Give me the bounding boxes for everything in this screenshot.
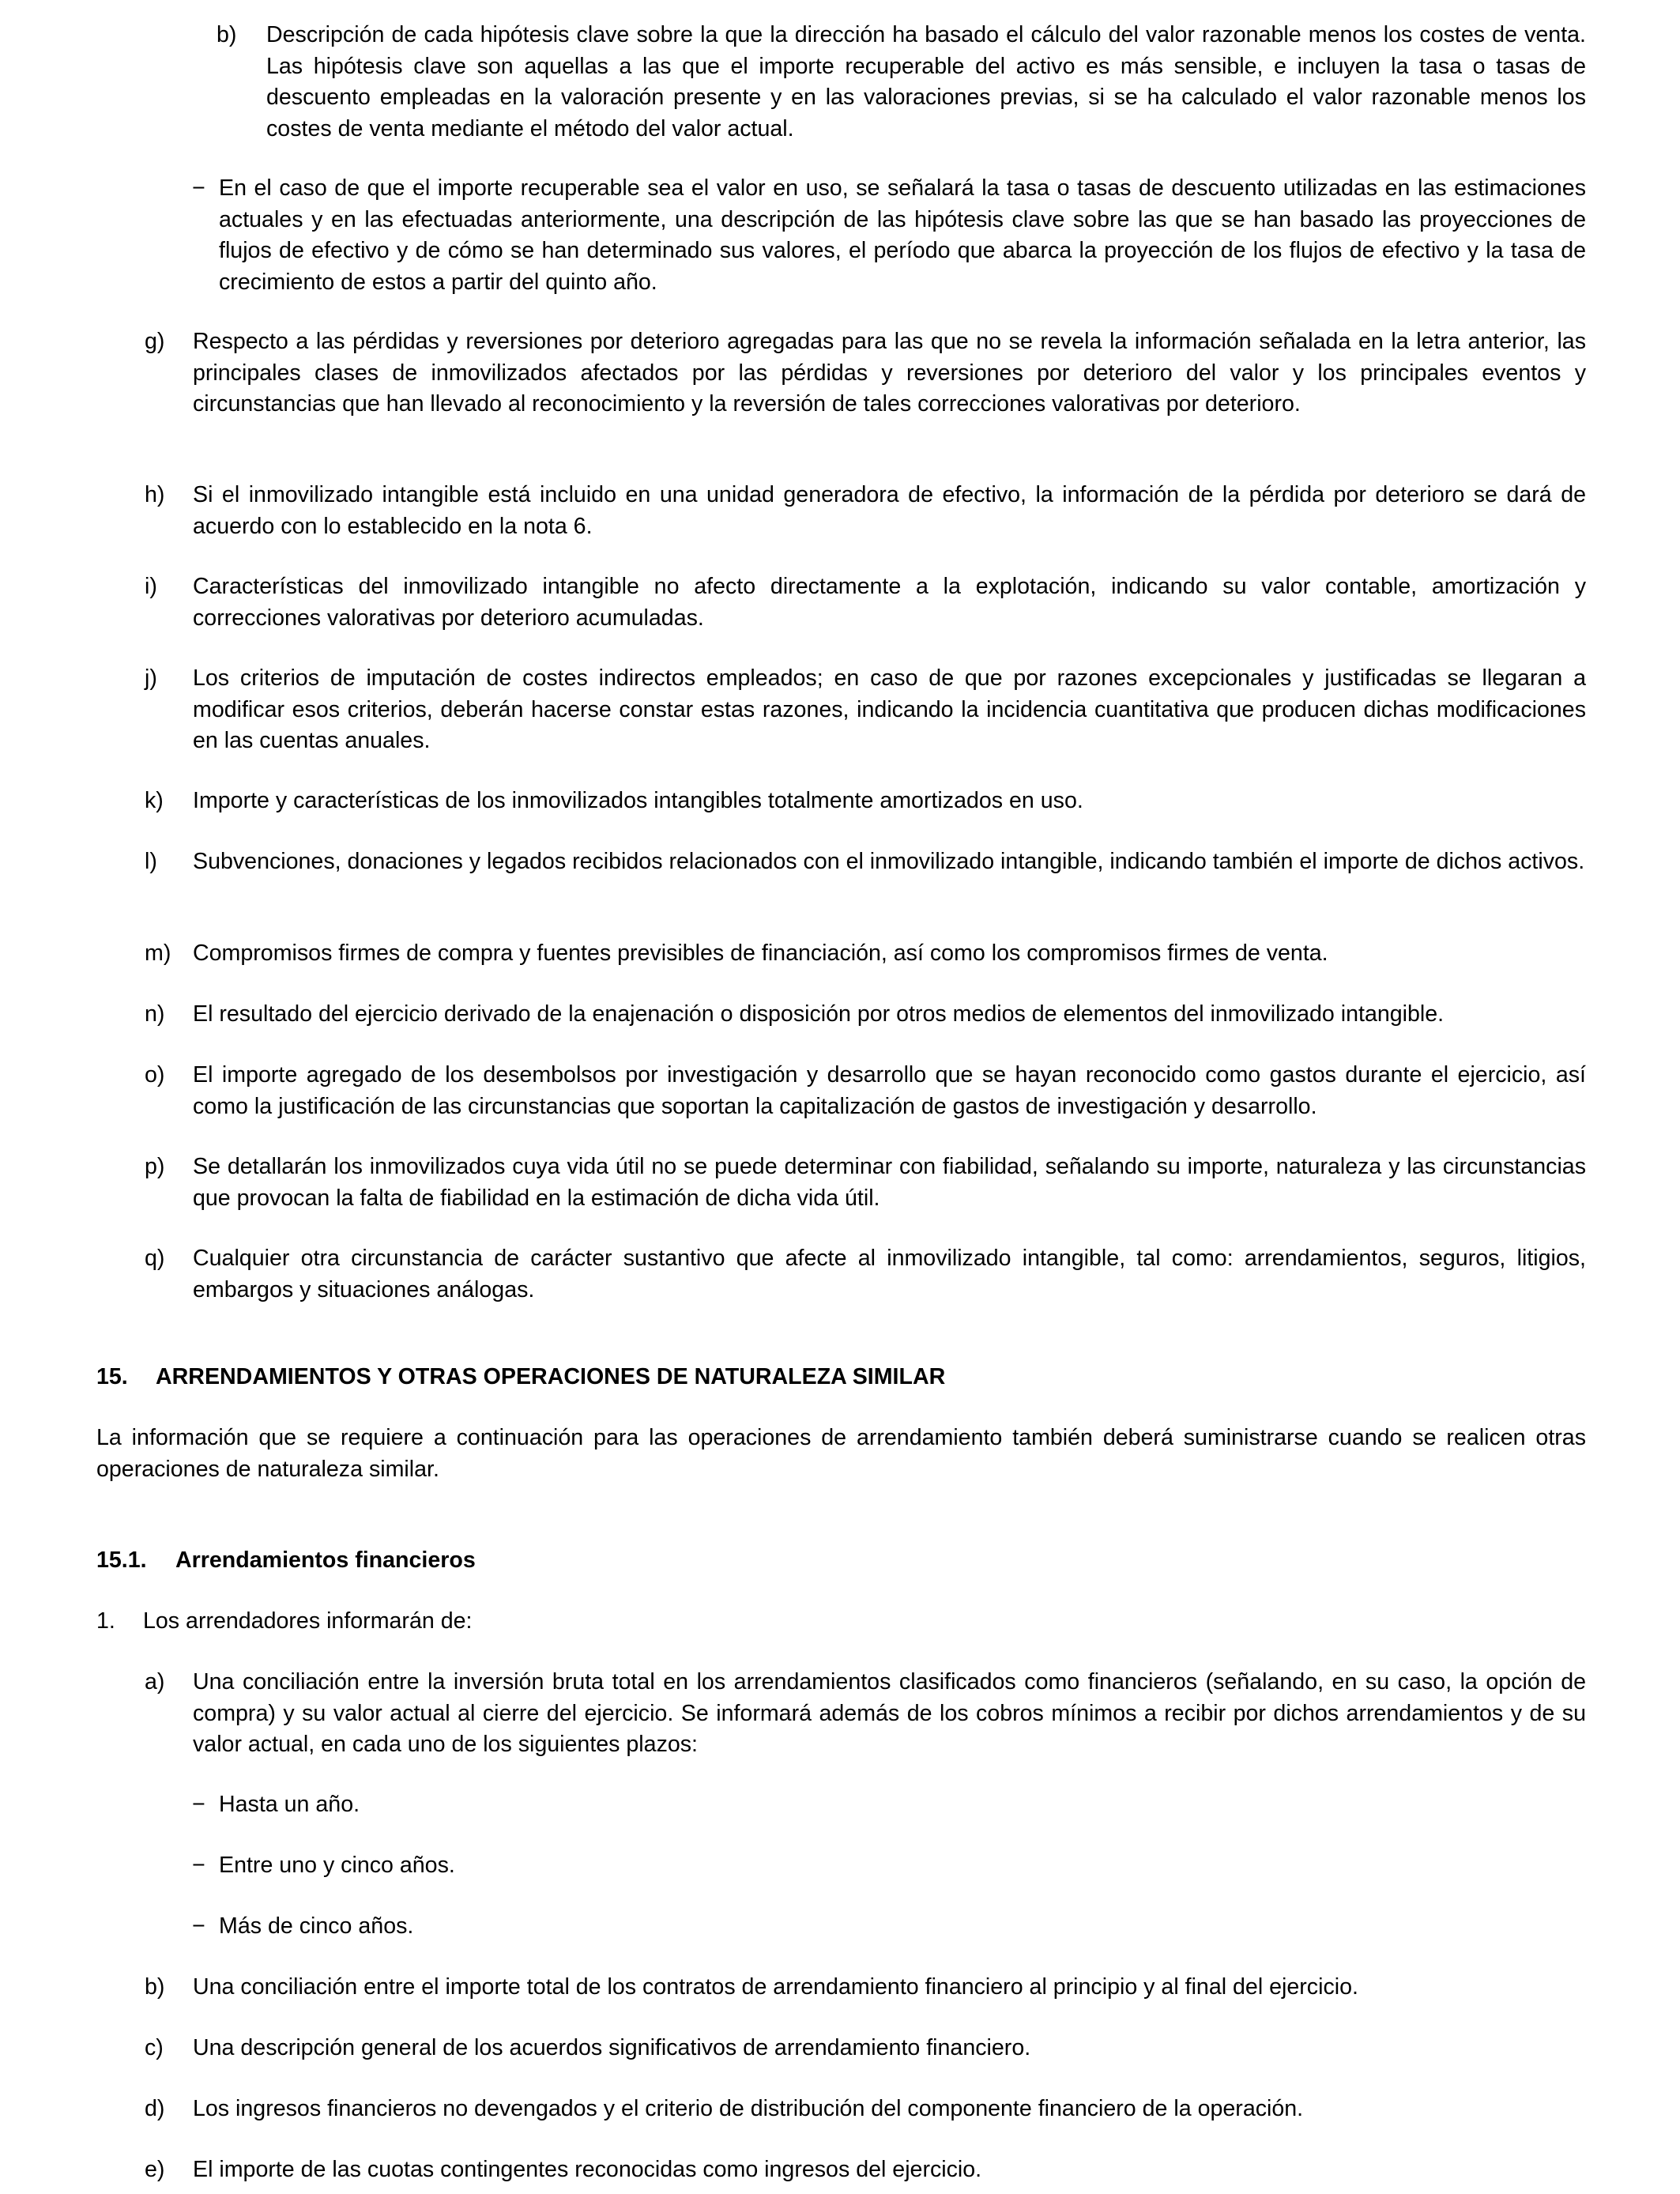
list-item-c [145,2033,1586,2064]
list-item-text: El importe agregado de los desembolsos por investigación y desarrollo que se hayan reconocido como gastos durante el ejercicio, así como la justificación de las circunstancias que soportan la capitalización de gastos de investigación y desarrollo. [193,1062,1586,1119]
list-marker: − [192,1853,205,1878]
list-item-text: Una descripción general de los acuerdos significativos de arrendamiento financiero. [193,2035,1031,2060]
list-marker: j) [145,665,157,691]
list-item-text: Entre uno y cinco años. [219,1853,455,1878]
list-item-text: Hasta un año. [219,1792,360,1817]
list-item-q [145,1243,1586,1306]
list-marker: − [192,1913,205,1939]
list-marker: 1. [96,1608,115,1634]
list-item-d [145,2094,1586,2125]
list-item-j [145,663,1586,757]
list-marker: i) [145,574,157,599]
subsection-number: 15.1. [96,1547,147,1573]
list-item-e [145,2154,1586,2186]
list-item-dash-entre-uno-y-cinco [192,1850,1586,1882]
list-item-text: Los ingresos financieros no devengados y el criterio de distribución del componente financiero de la operación. [193,2096,1304,2121]
list-item-text: Si el inmovilizado intangible está incluido en una unidad generadora de efectivo, la información de la pérdida por deterioro se dará de acuerdo con lo establecido en la nota 6. [193,482,1586,539]
list-marker: − [192,1792,205,1817]
list-item-text: Más de cinco años. [219,1913,414,1939]
list-item-b-conciliacion-contratos [145,1972,1586,2004]
list-item-text: Características del inmovilizado intangible no afecto directamente a la explotación, indicando su valor contable, amortización y correcciones valorativas por deterioro acumuladas. [193,574,1586,631]
list-item-dash-mas-de-cinco [192,1911,1586,1943]
list-item-text: Se detallarán los inmovilizados cuya vida útil no se puede determinar con fiabilidad, señalando su importe, naturaleza y las circunstancias que provocan la falta de fiabilidad en la estimación de dicha vida útil. [193,1154,1586,1211]
list-item-text: Una conciliación entre el importe total de los contratos de arrendamiento financiero al principio y al final del ejercicio. [193,1974,1358,2000]
list-item-text: Subvenciones, donaciones y legados recibidos relacionados con el inmovilizado intangible, indicando también el importe de dichos activos. [193,849,1585,874]
list-marker: b) [217,22,237,47]
list-item-k [145,786,1586,817]
list-item-dash-valor-en-uso [192,173,1586,298]
list-item-text: Una conciliación entre la inversión bruta total en los arrendamientos clasificados como financieros (señalando, en su caso, la opción de compra) y su valor actual al cierre del ejercicio. Se informará además de los cobros mínimos a recibir por dichos arrendamientos y de su valor actual, en cada uno de los siguientes plazos: [193,1669,1586,1757]
list-item-text: Respecto a las pérdidas y reversiones por deterioro agregadas para las que no se revela la información señalada en la letra anterior, las principales clases de inmovilizados afectados por las pérdidas y reversiones por deterioro del valor y los principales eventos y circunstancias que han llevado al reconocimiento y la reversión de tales correcciones valorativas por deterioro. [193,329,1586,417]
list-item-text: Los criterios de imputación de costes indirectos empleados; en caso de que por razones excepcionales y justificadas se llegaran a modificar esos criterios, deberán hacerse constar estas razones, indicando la incidencia cuantitativa que producen dichas modificaciones en las cuentas anuales. [193,665,1586,753]
section-intro-paragraph: La información que se requiere a continuación para las operaciones de arrendamiento también deberá suministrarse cuando se realicen otras operaciones de naturaleza similar. [96,1425,1586,1482]
list-item-n [145,999,1586,1031]
list-item-text: Compromisos firmes de compra y fuentes previsibles de financiación, así como los compromisos firmes de venta. [193,941,1328,966]
subsection-heading-15-1 [96,1545,476,1577]
section-title: ARRENDAMIENTOS Y OTRAS OPERACIONES DE NATURALEZA SIMILAR [156,1364,946,1389]
list-item-p [145,1152,1586,1214]
list-marker: g) [145,329,165,354]
list-item-l [145,846,1586,878]
list-item-text: Importe y características de los inmovilizados intangibles totalmente amortizados en uso. [193,788,1083,813]
list-marker: o) [145,1062,165,1088]
section-heading-15 [96,1362,945,1393]
list-marker: − [192,175,205,201]
list-item-text: El resultado del ejercicio derivado de la enajenación o disposición por otros medios de elementos del inmovilizado intangible. [193,1001,1445,1027]
list-item-g [145,326,1586,420]
list-item-text: En el caso de que el importe recuperable sea el valor en uso, se señalará la tasa o tasas de descuento utilizadas en las estimaciones actuales y en las efectuadas anteriormente, una descripción de las hipótesis clave sobre las que se han basado las proyecciones de flujos de efectivo y de cómo se han determinado sus valores, el período que abarca la proyección de los flujos de efectivo y la tasa de crecimiento de estos a partir del quinto año. [219,175,1586,295]
list-item-h [145,480,1586,542]
list-marker: m) [145,941,171,966]
list-marker: d) [145,2096,165,2121]
list-marker: h) [145,482,165,507]
list-item-text: Descripción de cada hipótesis clave sobre la que la dirección ha basado el cálculo del valor razonable menos los costes de venta. Las hipótesis clave son aquellas a las que el importe recuperable del activo es más sensible, e incluyen la tasa o tasas de descuento empleadas en la valoración presente y en las valoraciones previas, si se ha calculado el valor razonable menos los costes de venta mediante el método del valor actual. [266,22,1586,141]
list-item-text: Los arrendadores informarán de: [143,1608,473,1634]
numbered-item-1 [96,1606,1586,1638]
list-item-a-conciliacion [145,1667,1586,1761]
list-marker: k) [145,788,164,813]
list-item-i [145,571,1586,634]
list-item-text: El importe de las cuotas contingentes reconocidas como ingresos del ejercicio. [193,2157,982,2182]
list-marker: a) [145,1669,165,1695]
list-marker: n) [145,1001,165,1027]
list-marker: b) [145,1974,165,2000]
list-item-text: Cualquier otra circunstancia de carácter sustantivo que afecte al inmovilizado intangible, tal como: arrendamientos, seguros, litigios, embargos y situaciones análogas. [193,1246,1586,1302]
list-marker: l) [145,849,157,874]
list-marker: e) [145,2157,165,2182]
subsection-title: Arrendamientos financieros [175,1547,476,1573]
list-item-m [145,938,1586,970]
section-number: 15. [96,1364,128,1389]
list-item-o [145,1060,1586,1122]
list-item-dash-hasta-un-ano [192,1789,1586,1821]
list-marker: q) [145,1246,165,1271]
list-item-b-valor-razonable [217,20,1586,145]
list-marker: c) [145,2035,164,2060]
list-marker: p) [145,1154,165,1179]
